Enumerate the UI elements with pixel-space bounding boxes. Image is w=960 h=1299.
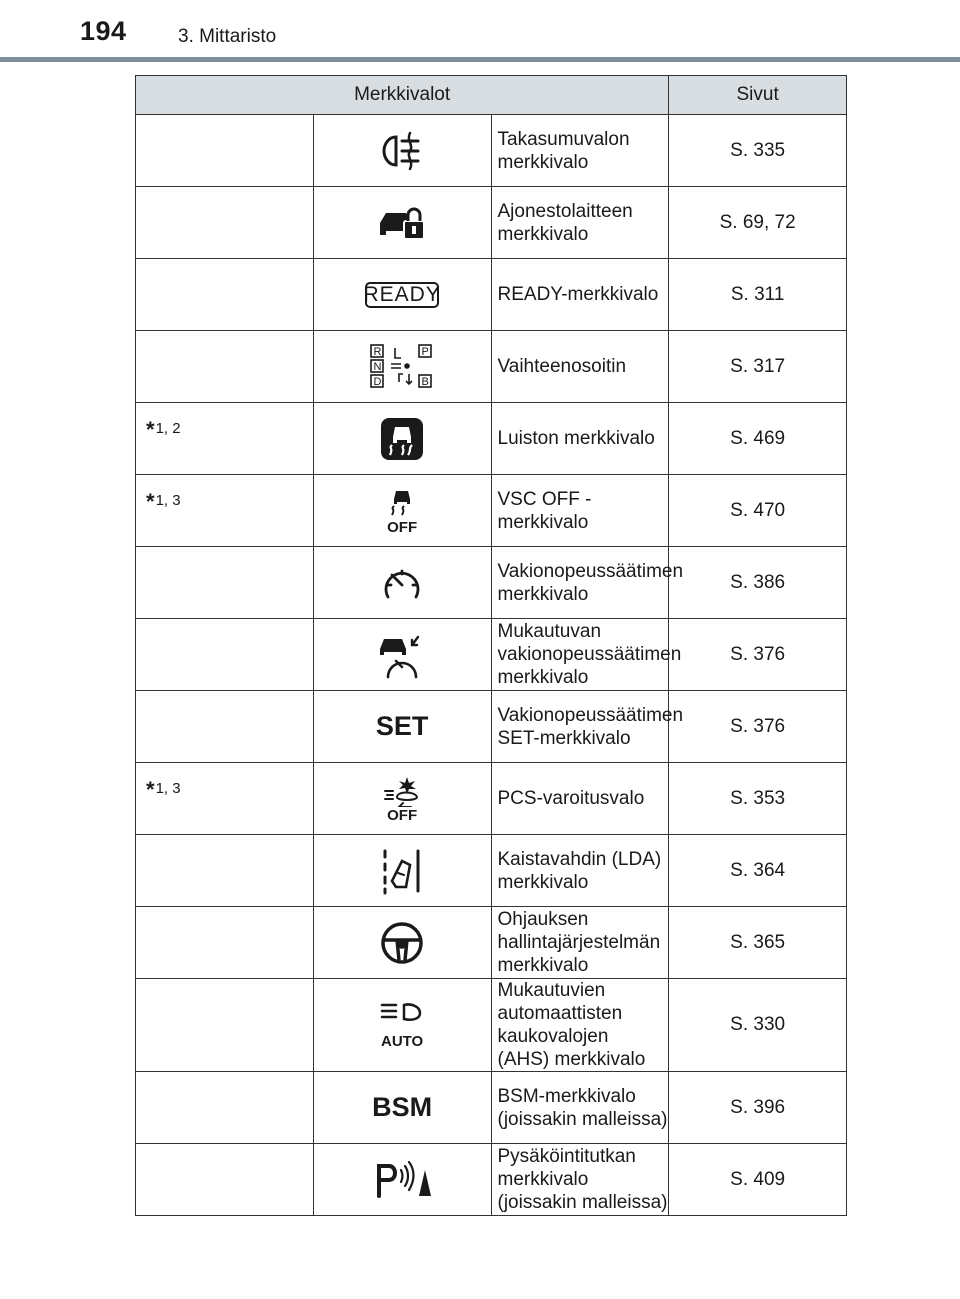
set-icon bbox=[375, 712, 429, 742]
svg-text:P: P bbox=[421, 345, 429, 358]
light-description: PCS-varoitusvalo bbox=[491, 763, 669, 835]
immobilizer-icon bbox=[376, 203, 428, 243]
light-description: VSC OFF -merkkivalo bbox=[491, 475, 669, 547]
table-row bbox=[136, 259, 847, 331]
footnote-cell bbox=[136, 691, 314, 763]
table-row bbox=[136, 619, 847, 691]
page-reference: S. 376 bbox=[669, 691, 847, 763]
icon-cell bbox=[313, 763, 491, 835]
icon-cell bbox=[313, 259, 491, 331]
table-row bbox=[136, 331, 847, 403]
footnote-number: 1, 3 bbox=[155, 780, 181, 797]
icon-cell bbox=[313, 835, 491, 907]
page-reference: S. 365 bbox=[669, 907, 847, 979]
vsc-off-icon bbox=[382, 487, 422, 535]
light-description: Pysäköintitutkan merkkivalo (joissakin malleissa) bbox=[491, 1144, 669, 1216]
page-reference: S. 470 bbox=[669, 475, 847, 547]
icon-cell bbox=[313, 403, 491, 475]
steering-wheel-icon bbox=[379, 920, 425, 966]
icon-cell bbox=[313, 475, 491, 547]
footnote-cell bbox=[136, 1072, 314, 1144]
asterisk-icon: * bbox=[146, 777, 155, 802]
table-row bbox=[136, 475, 847, 547]
footnote-cell bbox=[136, 1144, 314, 1216]
asterisk-icon: * bbox=[146, 489, 155, 514]
icon-cell bbox=[313, 979, 491, 1072]
table-row bbox=[136, 835, 847, 907]
svg-text:R: R bbox=[373, 345, 382, 358]
shift-position-icon bbox=[369, 344, 435, 390]
footnote-cell bbox=[136, 331, 314, 403]
parking-sensor-icon bbox=[373, 1160, 431, 1200]
light-description: Takasumuvalon merkkivalo bbox=[491, 115, 669, 187]
light-description: Vakionopeussäätimen SET-merkkivalo bbox=[491, 691, 669, 763]
table-row bbox=[136, 115, 847, 187]
slip-indicator-icon bbox=[380, 417, 424, 461]
icon-text: BSM bbox=[372, 1092, 433, 1122]
footnote-number: 1, 2 bbox=[155, 420, 181, 437]
icon-cell bbox=[313, 115, 491, 187]
page-reference: S. 376 bbox=[669, 619, 847, 691]
icon-cell bbox=[313, 187, 491, 259]
icon-text: OFF bbox=[387, 806, 418, 824]
icon-cell bbox=[313, 907, 491, 979]
lane-departure-icon bbox=[380, 847, 424, 895]
ready-icon bbox=[364, 280, 440, 310]
icon-cell bbox=[313, 547, 491, 619]
footnote-cell bbox=[136, 259, 314, 331]
icon-text: SET bbox=[375, 711, 429, 741]
page-reference: S. 330 bbox=[669, 979, 847, 1072]
page-reference: S. 335 bbox=[669, 115, 847, 187]
icon-text: OFF bbox=[387, 518, 418, 536]
light-description: Luiston merkkivalo bbox=[491, 403, 669, 475]
icon-cell bbox=[313, 1144, 491, 1216]
icon-text: AUTO bbox=[381, 1033, 424, 1050]
footnote-cell bbox=[136, 979, 314, 1072]
page-reference: S. 409 bbox=[669, 1144, 847, 1216]
footnote-cell bbox=[136, 475, 314, 547]
table-header-row bbox=[136, 76, 847, 115]
auto-high-beam-icon bbox=[378, 1001, 426, 1049]
asterisk-icon: * bbox=[146, 417, 155, 442]
column-header-lights: Merkkivalot bbox=[136, 76, 669, 115]
svg-text:N: N bbox=[373, 360, 382, 373]
chapter-title: 3. Mittaristo bbox=[178, 26, 277, 47]
table-row bbox=[136, 691, 847, 763]
footnote-reference bbox=[136, 763, 313, 803]
footnote-cell bbox=[136, 547, 314, 619]
icon-cell bbox=[313, 1072, 491, 1144]
table-row bbox=[136, 547, 847, 619]
footnote-cell bbox=[136, 187, 314, 259]
page-reference: S. 364 bbox=[669, 835, 847, 907]
footnote-cell bbox=[136, 403, 314, 475]
icon-cell bbox=[313, 691, 491, 763]
light-description: Kaistavahdin (LDA) merkkivalo bbox=[491, 835, 669, 907]
table-row bbox=[136, 1072, 847, 1144]
table-row bbox=[136, 979, 847, 1072]
table-row bbox=[136, 1144, 847, 1216]
rear-fog-light-icon bbox=[378, 131, 426, 171]
pcs-off-icon bbox=[381, 775, 423, 823]
light-description: Mukautuvien automaattisten kaukovalojen (AHS) merkkivalo bbox=[491, 979, 669, 1072]
footnote-cell bbox=[136, 763, 314, 835]
footnote-cell bbox=[136, 115, 314, 187]
light-description: Ohjauksen hallintajärjestelmän merkkivalo bbox=[491, 907, 669, 979]
page-number: 194 bbox=[80, 16, 127, 46]
footnote-reference bbox=[136, 403, 313, 443]
cruise-control-icon bbox=[380, 563, 424, 603]
page-reference: S. 317 bbox=[669, 331, 847, 403]
icon-text: READY bbox=[363, 282, 441, 306]
light-description: Mukautuvan vakionopeussäätimen merkkivalo bbox=[491, 619, 669, 691]
light-description: Vakionopeussäätimen merkkivalo bbox=[491, 547, 669, 619]
column-header-pages: Sivut bbox=[669, 76, 847, 115]
footnote-cell bbox=[136, 835, 314, 907]
page-reference: S. 469 bbox=[669, 403, 847, 475]
svg-text:B: B bbox=[421, 375, 429, 388]
light-description: Ajonestolaitteen merkkivalo bbox=[491, 187, 669, 259]
light-description: BSM-merkkivalo (joissakin malleissa) bbox=[491, 1072, 669, 1144]
page-reference: S. 353 bbox=[669, 763, 847, 835]
page-reference: S. 311 bbox=[669, 259, 847, 331]
footnote-cell bbox=[136, 619, 314, 691]
svg-text:D: D bbox=[373, 375, 382, 388]
indicator-lights-table bbox=[135, 75, 847, 1216]
table-row bbox=[136, 907, 847, 979]
light-description: READY-merkkivalo bbox=[491, 259, 669, 331]
adaptive-cruise-icon bbox=[376, 631, 428, 679]
table-row bbox=[136, 187, 847, 259]
page-reference: S. 396 bbox=[669, 1072, 847, 1144]
footnote-reference bbox=[136, 475, 313, 515]
bsm-icon bbox=[370, 1092, 434, 1124]
table-row bbox=[136, 403, 847, 475]
footnote-cell bbox=[136, 907, 314, 979]
light-description: Vaihteenosoitin bbox=[491, 331, 669, 403]
table-row bbox=[136, 763, 847, 835]
page-reference: S. 69, 72 bbox=[669, 187, 847, 259]
icon-cell bbox=[313, 619, 491, 691]
footnote-number: 1, 3 bbox=[155, 492, 181, 509]
header-rule bbox=[0, 57, 960, 62]
page-reference: S. 386 bbox=[669, 547, 847, 619]
icon-cell bbox=[313, 331, 491, 403]
